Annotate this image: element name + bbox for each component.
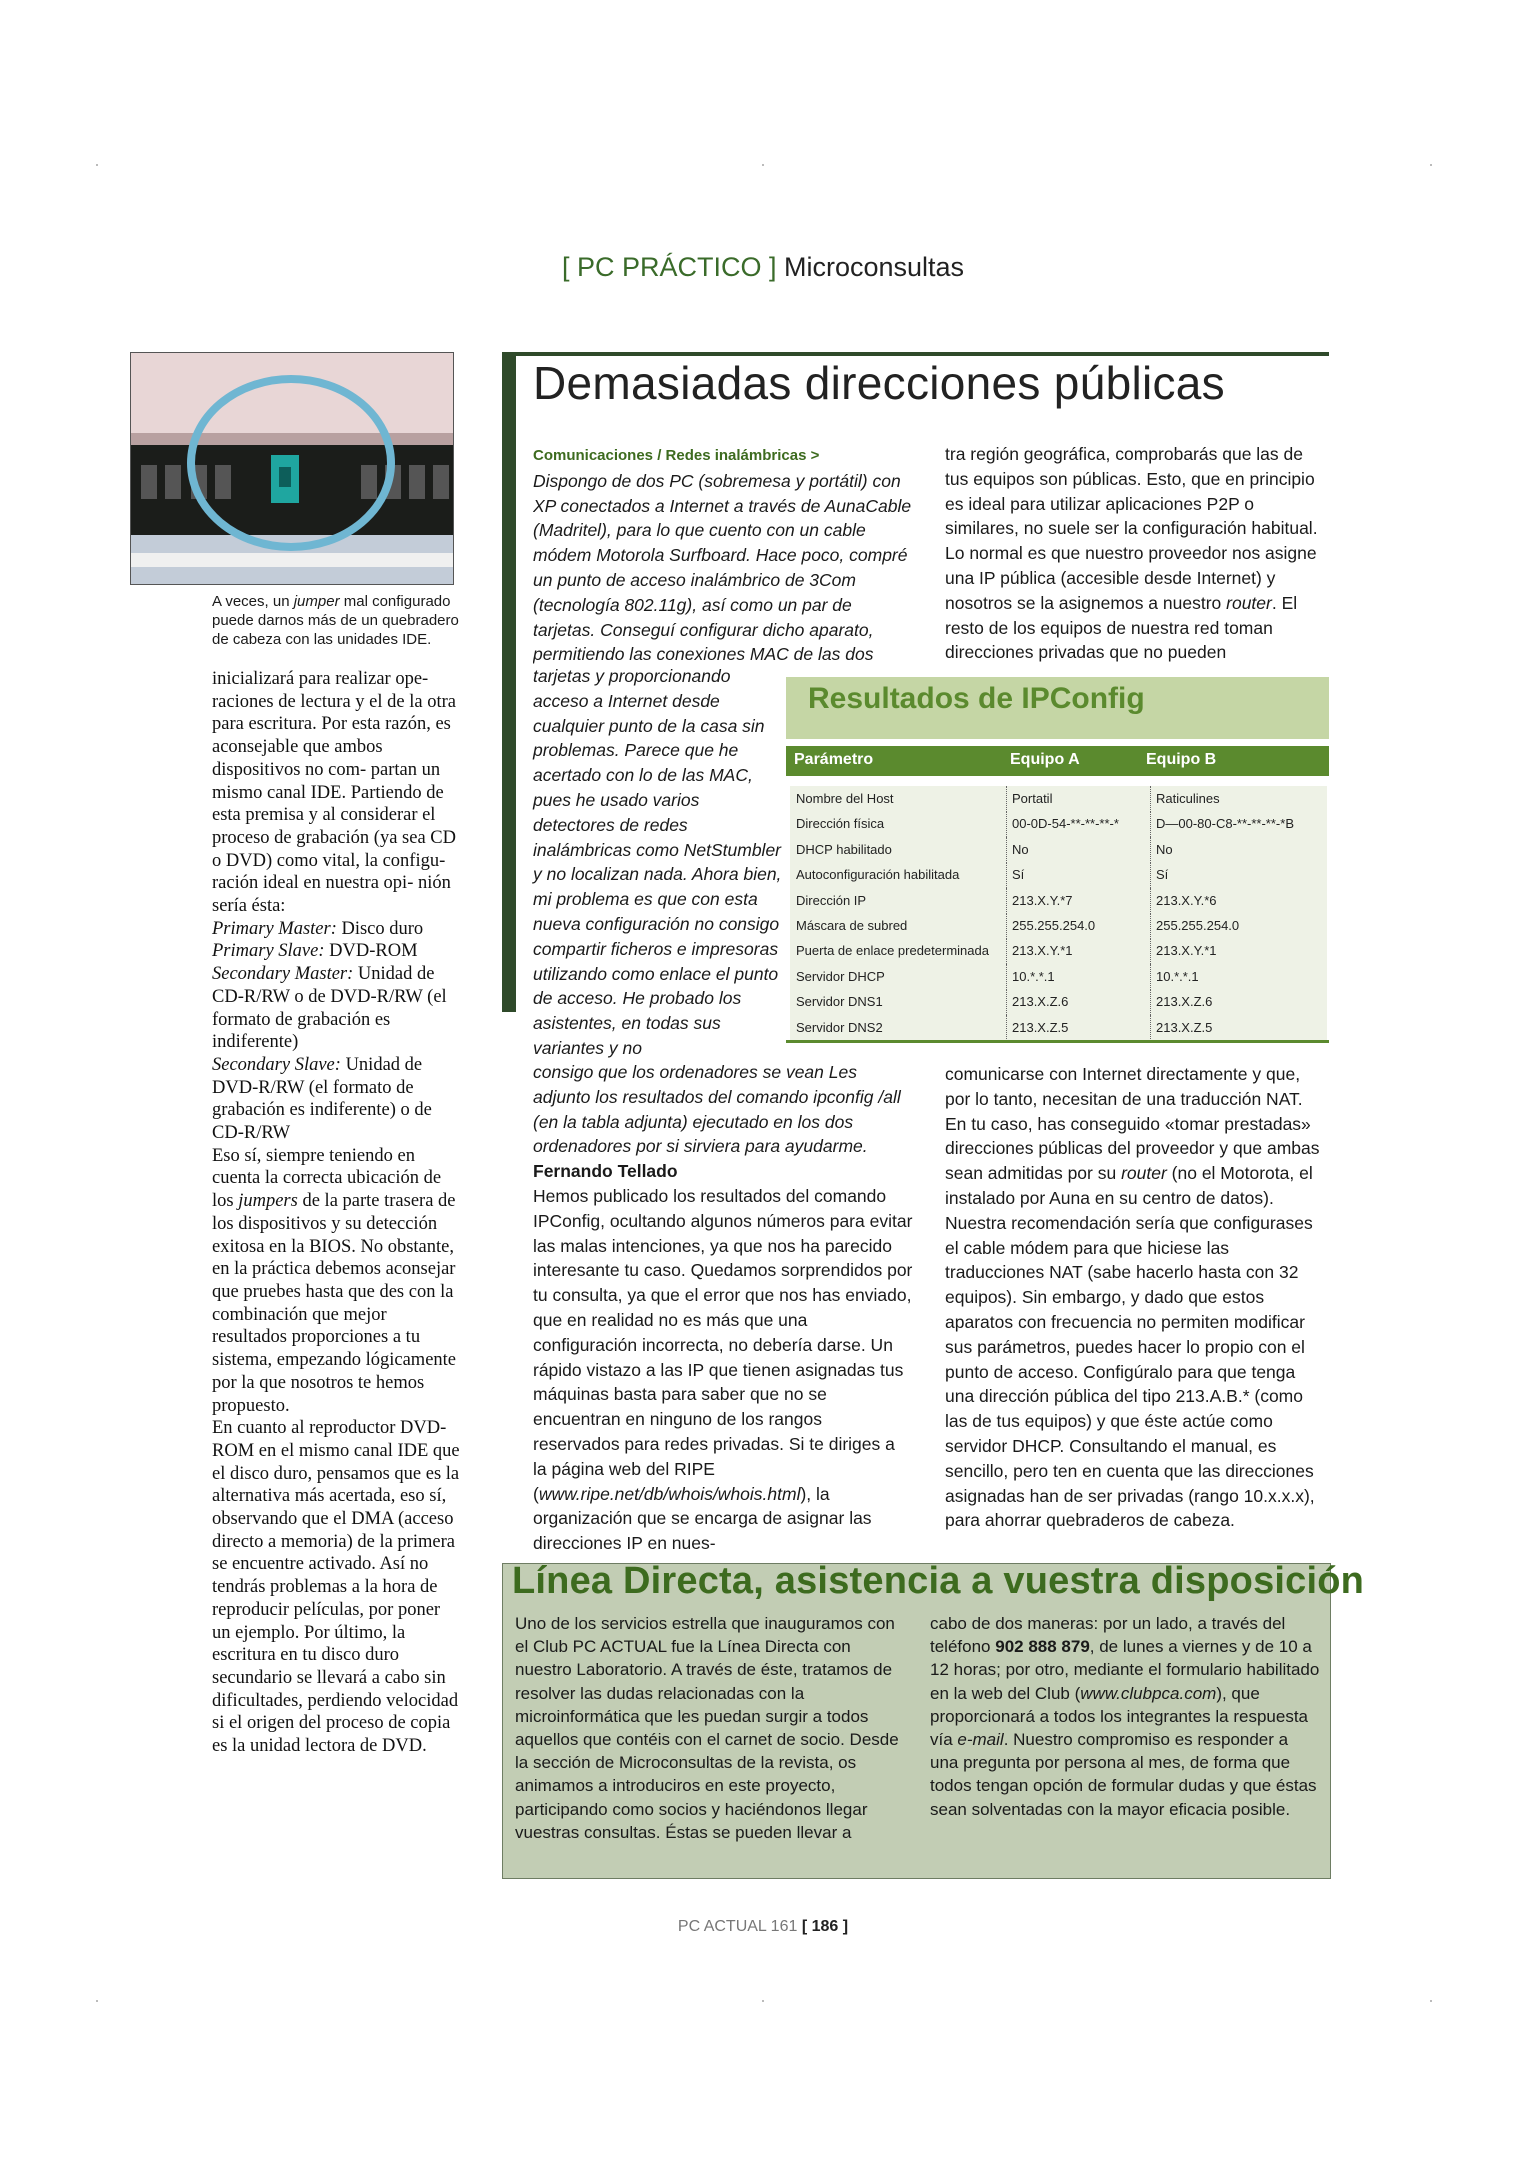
ipconfig-table-title: Resultados de IPConfig <box>808 682 1145 715</box>
sidebar-text-column <box>212 668 462 1758</box>
linea-directa-col-1: Uno de los servicios estrella que inauguramos con el Club PC ACTUAL fue la Línea Directa con nuestro Laboratorio. A través de éste, tratamos de resolver las dudas relacionadas con la microinformática que les puedan surgir a todos aquellos que contéis con el carnet de socio. Desde la sección de Microconsultas de la revista, os animamos a introduciros en este proyecto, participando como socios y haciéndonos llegar vuestras consultas. Éstas se pueden llevar a <box>515 1614 899 1842</box>
table-cell-equipo-b: 213.X.Z.5 <box>1156 1019 1213 1035</box>
answer-part-2: tra región geográfica, comprobarás que las de tus equipos son públicas. Esto, que en principio es ideal para utilizar aplicaciones P2P o similares, no suele ser la configuración habitual. Lo normal es que nuestro proveedor nos asigne una IP pública (accesible desde Internet) y nosotros se la asignemos a nuestro router. El resto de los equipos de nuestra red toman direcciones privadas que no pueden <box>945 444 1318 663</box>
config-secondary-master: Secondary Master: Unidad de CD-R/RW o de DVD-R/RW (el formato de grabación es indiferente) <box>212 964 447 1053</box>
table-cell-equipo-b: 213.X.Z.6 <box>1156 994 1213 1010</box>
article-title: Demasiadas direcciones públicas <box>533 357 1225 409</box>
column-divider <box>1006 989 1007 1015</box>
table-cell-equipo-a: 10.*.*.1 <box>1012 968 1055 984</box>
table-row <box>790 811 1327 837</box>
table-cell-parameter: Servidor DNS2 <box>796 1019 883 1035</box>
table-cell-parameter: Servidor DHCP <box>796 968 885 984</box>
column-divider <box>1006 938 1007 964</box>
column-divider <box>1150 837 1151 863</box>
column-divider <box>1150 938 1151 964</box>
phone-number: 902 888 879 <box>995 1637 1090 1657</box>
page-number: [ 186 ] <box>801 1918 849 1935</box>
col-header-equipo-a: Equipo A <box>1010 751 1080 768</box>
table-cell-equipo-a: No <box>1012 841 1029 857</box>
column-divider <box>1150 913 1151 939</box>
ipconfig-table-bottom-rule <box>786 1040 1329 1043</box>
table-cell-equipo-b: 10.*.*.1 <box>1156 968 1199 984</box>
table-cell-equipo-b: 255.255.254.0 <box>1156 918 1240 933</box>
question-text-top: Dispongo de dos PC (sobremesa y portátil) con XP conectados a Internet a través de AunaCable (Madritel), para lo que cuento con un cable módem Motorola Surfboard. Hace poco, compré un punto de acceso inalámbrico de 3Com (tecnología 802.11g), así como un par de tarjetas. Conseguí configurar dicho aparato, permitiendo las conexiones MAC de las dos <box>533 470 912 664</box>
column-divider <box>1006 862 1007 888</box>
table-row <box>790 989 1327 1015</box>
section-label: [ PC PRÁCTICO ] <box>561 252 777 282</box>
sidebar-para-1: inicializará para realizar ope- raciones de lectura y el de la otra para escritura. Por esta razón, es aconsejable que ambos dispositivos no com- partan un mismo canal IDE. Partiendo de esta premisa y al considerar el proceso de grabación (ya sea CD o DVD) como vital, la configu- ración ideal en nuestra opi- nión sería ésta: <box>212 669 457 917</box>
question-wrap: tarjetas y proporcionando acceso a Internet desde cualquier punto de la casa sin problemas. Parece que he acertado con lo de las MAC, pues he usado varios detectores de redes inalámbricas como NetStumbler y no localizan nada. Ahora bien, mi problema es que con esta nueva configuración no consigo compartir ficheros e impresoras utilizando como enlace el punto de acceso. He probado los asistentes, en todas sus variantes y no <box>533 666 782 1058</box>
table-row <box>790 1015 1327 1041</box>
photo-caption: A veces, un jumper mal configurado puede darnos más de un quebradero de cabeza con las unidades IDE. <box>212 593 459 648</box>
table-cell-parameter: Dirección física <box>796 816 885 832</box>
section-header <box>0 252 1526 283</box>
table-row <box>790 964 1327 990</box>
config-primary-slave: Primary Slave: DVD-ROM <box>212 941 418 962</box>
config-primary-master: Primary Master: Disco duro <box>212 918 424 939</box>
magazine-issue: PC ACTUAL 161 <box>677 1918 798 1935</box>
table-cell-parameter: Autoconfiguración habilitada <box>796 867 960 883</box>
table-cell-equipo-b: 213.X.Y.*6 <box>1156 892 1217 908</box>
table-row <box>790 938 1327 964</box>
table-row <box>790 888 1327 914</box>
column-divider <box>1006 964 1007 990</box>
table-row <box>790 862 1327 888</box>
table-cell-equipo-b: Raticulines <box>1156 791 1220 806</box>
table-row <box>790 837 1327 863</box>
column-divider <box>1150 1015 1151 1041</box>
column-divider <box>1150 811 1151 837</box>
question-end-and-answer <box>533 1060 913 1556</box>
col-header-equipo-b: Equipo B <box>1146 751 1217 768</box>
table-row <box>790 913 1327 939</box>
ide-jumper-photo <box>130 352 454 585</box>
column-divider <box>1006 837 1007 863</box>
ipconfig-table-header <box>786 746 1329 776</box>
column-divider <box>1006 913 1007 939</box>
column-divider <box>1150 862 1151 888</box>
table-cell-equipo-b: D—00-80-C8-**-**-**-*B <box>1156 816 1294 832</box>
table-cell-equipo-a: 213.X.Z.5 <box>1012 1019 1069 1035</box>
config-secondary-slave: Secondary Slave: Unidad de DVD-R/RW (el formato de grabación es indiferente) o de CD-R/RW <box>212 1054 432 1144</box>
subsection-label: Microconsultas <box>783 252 965 282</box>
answer-part-3: comunicarse con Internet directamente y que, por lo tanto, necesitan de una traducción NAT. En tu caso, has conseguido «tomar prestadas» direcciones públicas del proveedor y que ambas sean admitidas por su router (no el Motorota, el instalado por Auna en su centro de datos). Nuestra recomendación sería que configurases el cable módem para que hiciese las traducciones NAT (sabe hacerlo hasta con 32 equipos). Sin embargo, y dado que estos aparatos con frecuencia no permiten modificar sus parámetros, puedes hacer lo propio con el punto de acceso. Configúralo para que tenga una dirección pública del tipo 213.A.B.* (como las de tus equipos) y que éste actúe como servidor DHCP. Consultando el manual, es sencillo, pero ten en cuenta que las direcciones asignadas han de ser privadas (rango 10.x.x.x), para ahorrar quebraderos de cabeza. <box>945 1064 1320 1531</box>
linea-directa-col-2: cabo de dos maneras: por un lado, a través del teléfono 902 888 879, de lunes a viernes y de 10 a 12 horas; por otro, mediante el formulario habilitado en la web del Club (www.clubpca.com), que proporcionará a todos los integrantes la respuesta vía e-mail. Nuestro compromiso es responder a una pregunta por persona al mes, de forma que todos tengan opción de formular dudas y que éstas sean solventadas con la mayor eficacia posible. <box>930 1614 1320 1819</box>
table-cell-equipo-a: 213.X.Z.6 <box>1012 994 1069 1010</box>
table-cell-equipo-b: 213.X.Y.*1 <box>1156 943 1217 959</box>
column-divider <box>1006 786 1007 812</box>
question-top <box>533 442 913 664</box>
table-cell-parameter: Nombre del Host <box>796 791 894 806</box>
table-cell-parameter: Puerta de enlace predeterminada <box>796 943 989 959</box>
column-divider <box>1150 786 1151 812</box>
column-divider <box>1150 888 1151 914</box>
col-header-parametro: Parámetro <box>794 751 874 768</box>
table-cell-parameter: Servidor DNS1 <box>796 994 883 1010</box>
question-text-end: consigo que los ordenadores se vean Les adjunto los resultados del comando ipconfig /all (en la tabla adjunta) ejecutado en los dos ordenadores por si sirviera para ayudarme. <box>533 1062 901 1157</box>
column-divider <box>1006 1015 1007 1041</box>
column-divider <box>1006 888 1007 914</box>
table-cell-equipo-b: Sí <box>1156 867 1169 883</box>
column-divider <box>1150 964 1151 990</box>
table-cell-equipo-a: Portatil <box>1012 791 1053 806</box>
table-cell-parameter: Dirección IP <box>796 892 867 908</box>
category-label: Comunicaciones / Redes inalámbricas > <box>533 447 820 464</box>
article-accent-bar <box>502 352 516 1012</box>
author-name: Fernando Tellado <box>533 1161 678 1182</box>
column-divider <box>1006 811 1007 837</box>
table-cell-equipo-a: 213.X.Y.*7 <box>1012 892 1073 908</box>
table-cell-parameter: Máscara de subred <box>796 918 908 933</box>
table-row <box>790 786 1327 812</box>
sidebar-para-3: En cuanto al reproductor DVD-ROM en el mismo canal IDE que el disco duro, pensamos que es la alternativa más acertada, eso sí, observando que el DMA (acceso directo a memoria) de la primera se encuentre activado. Así no tendrás problemas a la hora de reproducir películas, por poner un ejemplo. Por último, la escritura en tu disco duro secundario se llevará a cabo sin dificultades, perdiendo velocidad si el origen del proceso de copia es la unidad lectora de DVD. <box>212 1418 460 1757</box>
table-cell-equipo-a: Sí <box>1012 867 1025 883</box>
answer-part-1: Hemos publicado los resultados del comando IPConfig, ocultando algunos números para evitar las malas intenciones, ya que nos ha parecido interesante tu caso. Quedamos sorprendidos por tu consulta, ya que el error que nos has enviado, que en realidad no es más que una configuración incorrecta, no debería darse. Un rápido vistazo a las IP que tienen asignadas tus máquinas basta para saber que no se encuentran en ninguno de los rangos reservados para redes privadas. Si te diriges a la página web del RIPE (www.ripe.net/db/whois/whois.html), la organización que se encarga de asignar las direcciones IP en nues- <box>533 1185 913 1554</box>
sidebar-para-2: Eso sí, siempre teniendo en cuenta la correcta ubicación de los jumpers de la parte trasera de los dispositivos y su detección exitosa en la BIOS. No obstante, en la práctica debemos aconsejar que pruebes hasta que des con la combinación que mejor resultados proporciones a tu sistema, empezando lógicamente por la que nosotros te hemos propuesto. <box>212 1145 457 1416</box>
linea-directa-title: Línea Directa, asistencia a vuestra disposición <box>512 1560 1365 1602</box>
table-cell-equipo-a: 213.X.Y.*1 <box>1012 943 1073 959</box>
page-footer <box>0 1918 1526 1936</box>
club-url: www.clubpca.com <box>1080 1683 1217 1703</box>
table-cell-equipo-a: 00-0D-54-**-**-**-* <box>1012 816 1119 832</box>
column-divider <box>1150 989 1151 1015</box>
table-cell-parameter: DHCP habilitado <box>796 841 892 857</box>
table-cell-equipo-b: No <box>1156 841 1173 857</box>
table-cell-equipo-a: 255.255.254.0 <box>1012 918 1096 933</box>
